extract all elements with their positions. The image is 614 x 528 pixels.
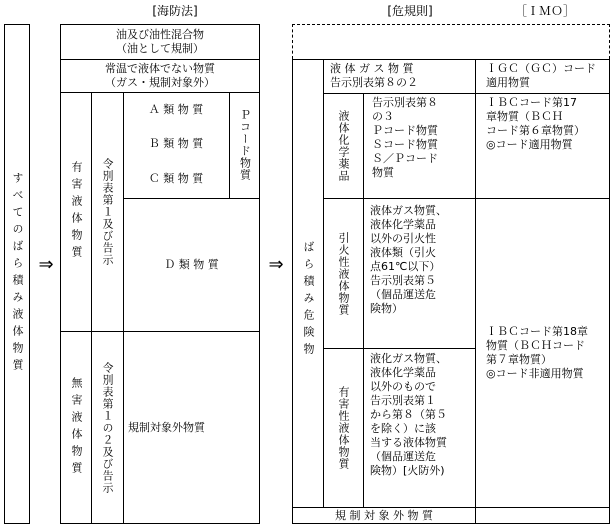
ibc18-cell: ＩＢＣコード第18章 物質（ＢＣＨコード 第７章物質） ◎コード非適用物質 <box>486 324 588 380</box>
non-harmful-label: 無害液体物質 <box>70 376 83 479</box>
p-code-label: Ｐコード物質 <box>238 109 252 181</box>
flammable-detail-cell: 液体ガス物質、 液体化学薬品 以外の引火性 液体類（引火 点61℃以下） 告示別表第５ （個品運送危 険物） <box>370 204 447 315</box>
arrow-to-kiki: ⇒ <box>268 253 284 275</box>
all-bulk-liquids-label: すべてのばら積み液体物質 <box>11 172 24 376</box>
ordinance-table1-label: 令別表第１及び告示 <box>101 158 114 266</box>
ibc17-cell: ＩＢＣコード第17 章物質（ＢＣＨ コード第６章物質） ◎コード適用物質 <box>486 96 585 151</box>
bulk-hazardous-label: ばら積み危険物 <box>302 240 315 360</box>
harmful-detail-cell: 液化ガス物質、 液体化学薬品 以外のもので 告示別表第１ から第８（第５ を除く）に該 当する液体物質 （個品運送危 険物）[火防外) <box>370 352 447 477</box>
all-bulk-liquids-box <box>4 24 30 524</box>
liquid-chemical-label: 液体化学薬品 <box>337 110 350 182</box>
class-c-cell: Ｃ 類 物 質 <box>148 172 204 185</box>
class-a-cell: Ａ 類 物 質 <box>148 103 204 116</box>
divider <box>475 507 476 524</box>
header-imo: ［ＩＭＯ］ <box>514 4 575 18</box>
oil-placeholder-dashed-box <box>292 24 610 59</box>
harmful-liquid-label: 有害液体物質 <box>70 161 83 263</box>
flammable-liquid-label: 引火性液体物質 <box>337 231 350 316</box>
class-b-cell: Ｂ 類 物 質 <box>148 137 204 150</box>
oil-mixture-cell: 油及び油性混合物 （油として規制） <box>116 28 204 55</box>
unregulated-kaibo-cell: 規制対象外物質 <box>128 420 205 434</box>
chemical-detail-cell: 告示別表第８ の３ Ｐコード物質 Ｓコード物質 Ｓ／Ｐコード 物質 <box>372 96 438 179</box>
class-d-cell: Ｄ 類 物 質 <box>164 258 219 271</box>
non-liquid-cell: 常温で液体でない物質 （ガス・規制対象外） <box>105 62 215 89</box>
header-kiki: [危規則] <box>387 4 433 18</box>
liquefied-gas-cell: 液 体 ガ ス 物 質 告示別表第８の２ <box>330 62 418 89</box>
harmful-liquid-substance-label: 有害性液体物質 <box>337 385 350 470</box>
igc-cell: ＩＧＣ（ＧＣ）コード 適用物質 <box>486 62 596 89</box>
unregulated-kiki-cell: 規 制 対 象 外 物 質 <box>335 508 433 522</box>
header-kaibo: [海防法] <box>152 4 198 18</box>
ordinance-table1-2-label: 令別表第１の２及び告示 <box>101 361 114 494</box>
arrow-to-kaibo: ⇒ <box>38 253 54 275</box>
